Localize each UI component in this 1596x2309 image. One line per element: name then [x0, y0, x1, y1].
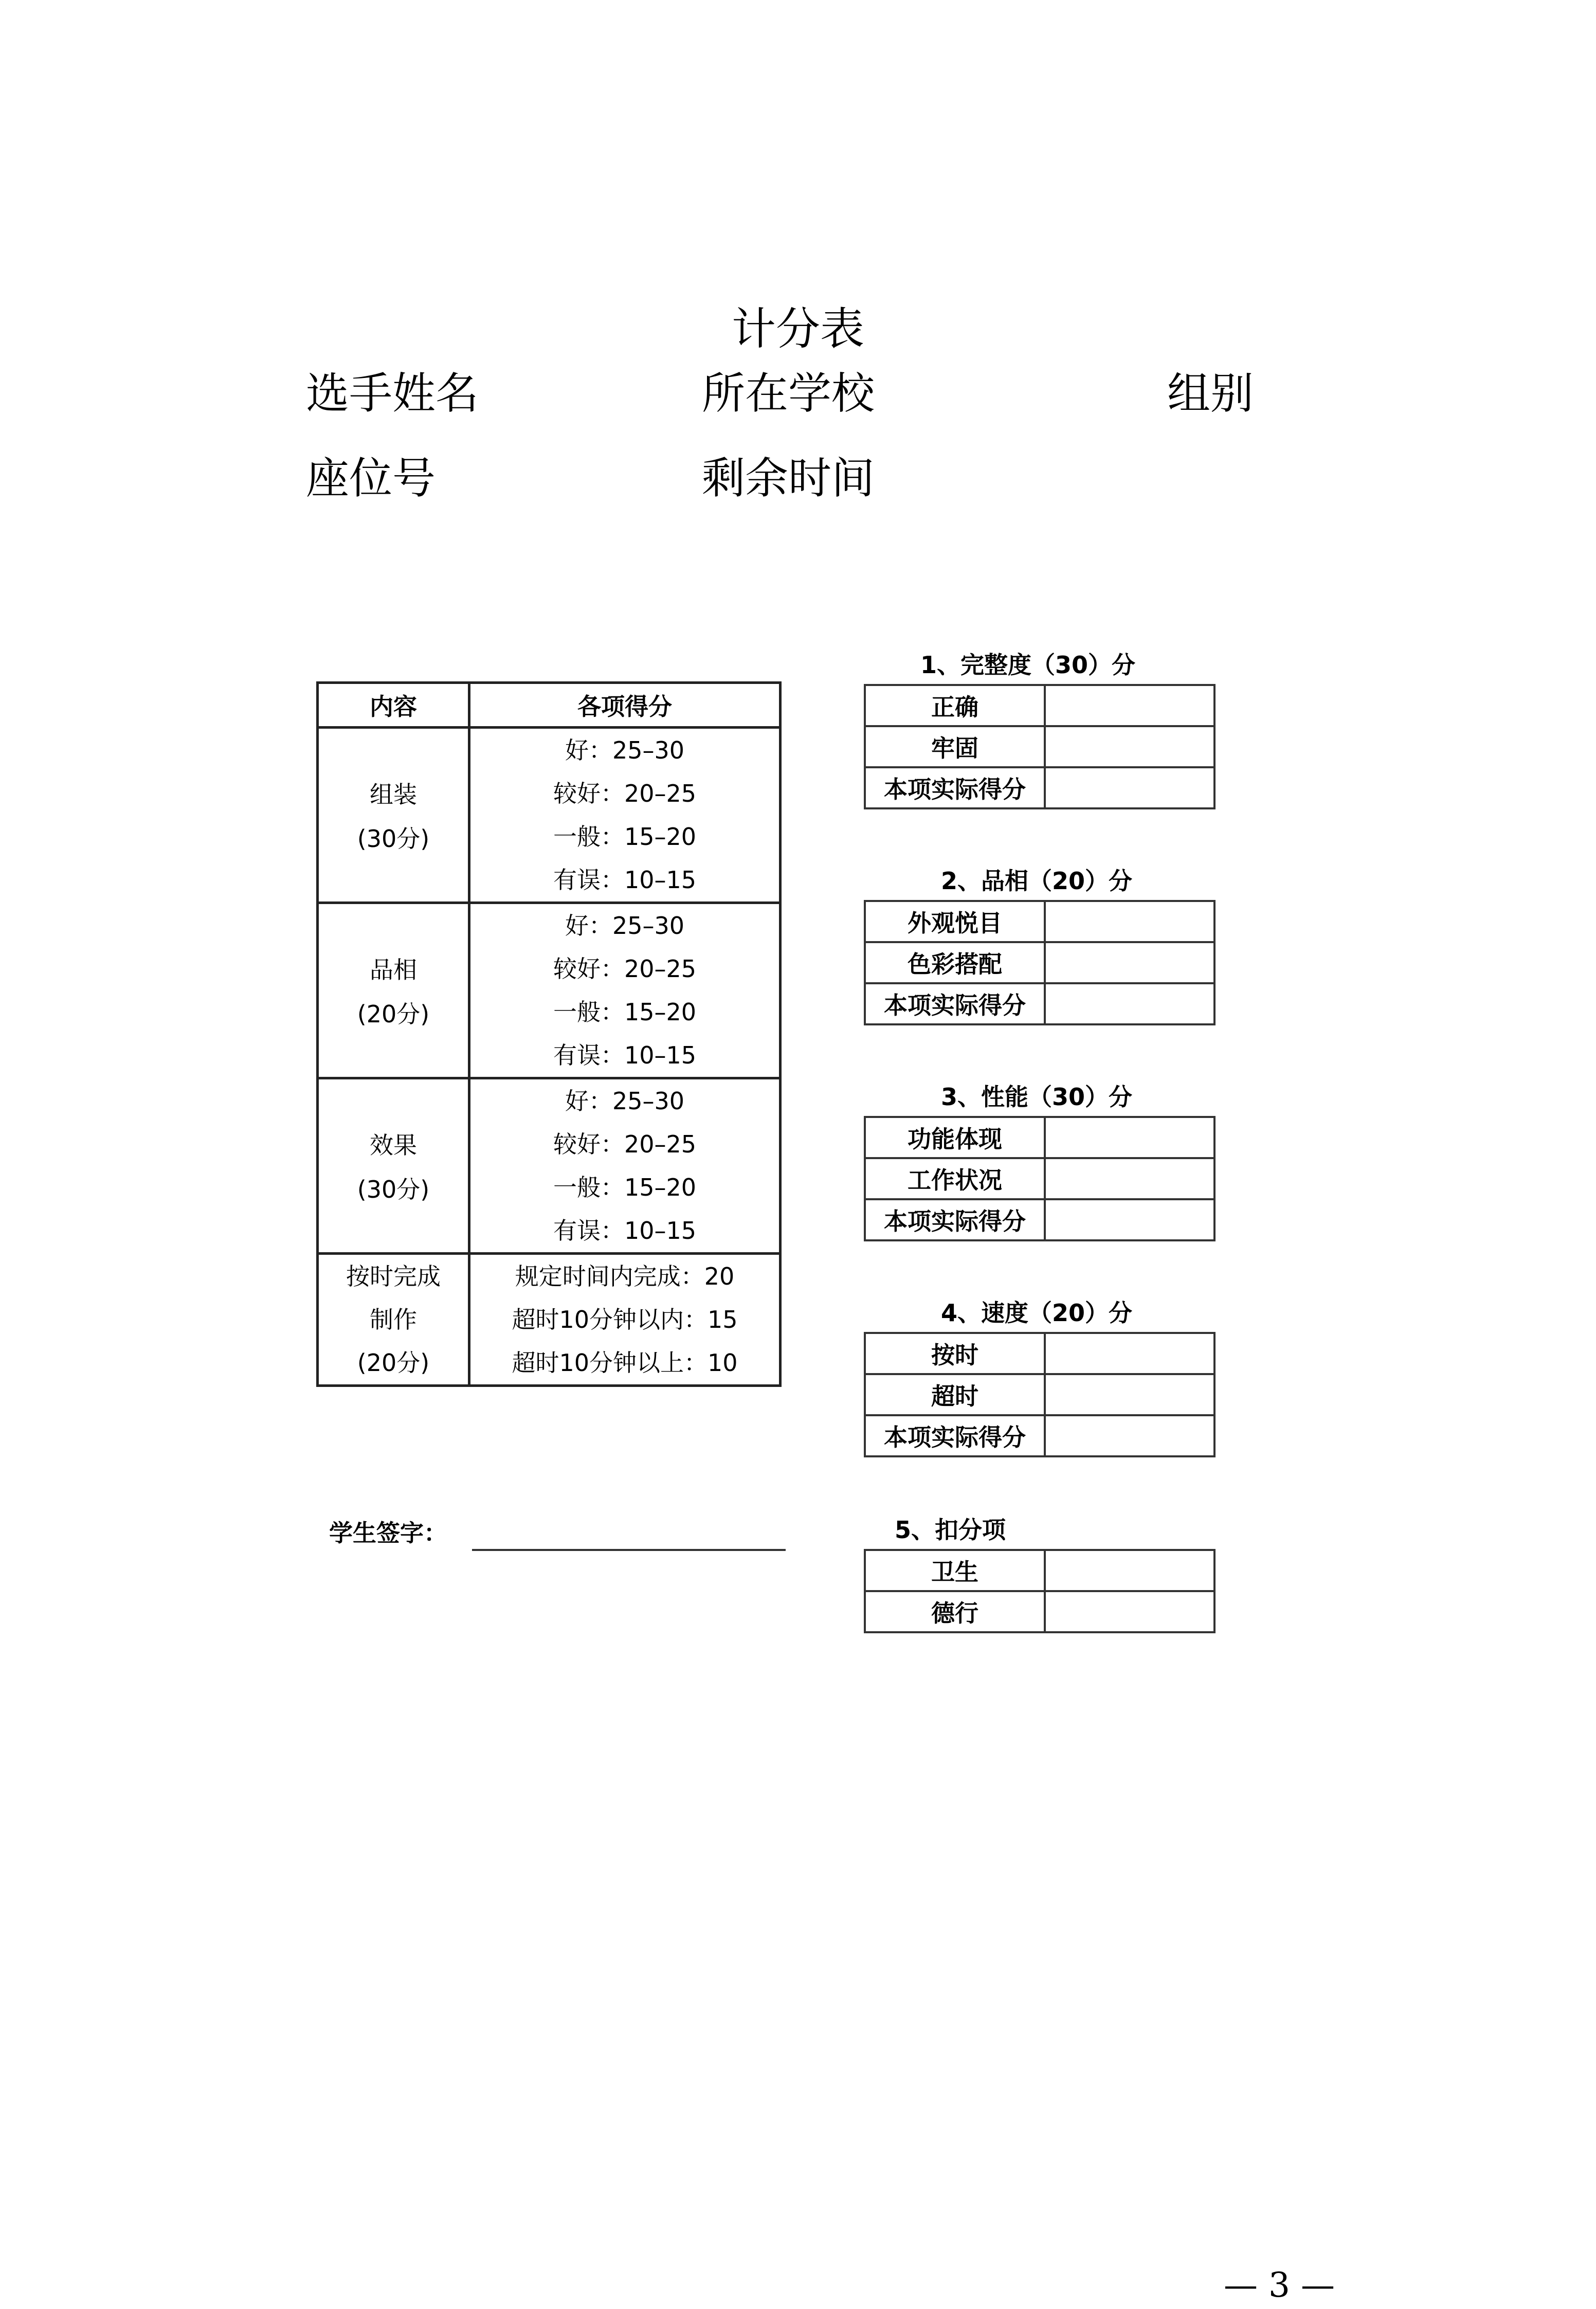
score-row: [865, 1158, 1214, 1199]
rubric-row-effect: [318, 1078, 781, 1254]
score-table-appearance: [864, 900, 1216, 1025]
score-row: [865, 1591, 1214, 1632]
rubric-category-name: 按时完成: [346, 1262, 441, 1290]
rubric-level: 有误：10–15: [553, 1041, 697, 1069]
score-row: [865, 942, 1214, 983]
score-row: [865, 1550, 1214, 1591]
score-label: 本项实际得分: [865, 1199, 1045, 1240]
score-entry-cell[interactable]: [1045, 1158, 1214, 1199]
score-entry-cell[interactable]: [1045, 983, 1214, 1024]
field-school: 所在学校: [702, 368, 875, 419]
section-title-deductions: 5、扣分项: [895, 1516, 1006, 1544]
rubric-row-appearance: [318, 903, 781, 1078]
rubric-category: [318, 1078, 469, 1254]
score-entry-cell[interactable]: [1045, 1374, 1214, 1415]
page-number: — 3 —: [1224, 2265, 1335, 2305]
rubric-level: 好：25–30: [565, 736, 685, 764]
score-entry-cell[interactable]: [1045, 1117, 1214, 1158]
field-group: 组别: [1167, 368, 1254, 419]
score-row: [865, 1199, 1214, 1240]
rubric-level: 有误：10–15: [553, 1217, 697, 1244]
score-row: [865, 1374, 1214, 1415]
score-table-speed: [864, 1332, 1216, 1457]
score-label: 外观悦目: [865, 901, 1045, 942]
score-label: 德行: [865, 1591, 1045, 1632]
rubric-category-points: (20分): [357, 1000, 430, 1028]
score-label: 牢固: [865, 726, 1045, 767]
score-entry-cell[interactable]: [1045, 685, 1214, 726]
rubric-header-scores: 各项得分: [469, 683, 781, 728]
rubric-category-points: (30分): [357, 1176, 430, 1203]
rubric-category: [318, 728, 469, 903]
rubric-level: 一般：15–20: [553, 823, 697, 851]
rubric-level: 超时10分钟以上：10: [512, 1349, 738, 1377]
score-entry-cell[interactable]: [1045, 1591, 1214, 1632]
section-title-performance: 3、性能（30）分: [941, 1083, 1133, 1111]
rubric-levels: [469, 903, 781, 1078]
signature-label: 学生签字：: [329, 1519, 447, 1547]
score-label: 卫生: [865, 1550, 1045, 1591]
score-table-performance: [864, 1116, 1216, 1241]
rubric-category-name: 制作: [370, 1306, 417, 1333]
rubric-level: 较好：20–25: [553, 780, 697, 807]
score-entry-cell[interactable]: [1045, 1415, 1214, 1456]
rubric-levels: [469, 728, 781, 903]
section-title-appearance: 2、品相（20）分: [941, 867, 1133, 895]
rubric-header-content: 内容: [318, 683, 469, 728]
score-label: 功能体现: [865, 1117, 1045, 1158]
score-table-deductions: [864, 1549, 1216, 1633]
rubric-category-name: 组装: [370, 781, 417, 808]
rubric-category: [318, 903, 469, 1078]
section-title-completeness: 1、完整度（30）分: [920, 651, 1136, 679]
score-label: 超时: [865, 1374, 1045, 1415]
rubric-category-points: (30分): [357, 825, 430, 853]
rubric-category-name: 品相: [370, 956, 417, 984]
rubric-level: 规定时间内完成：20: [515, 1262, 735, 1290]
page-title: 计分表: [732, 303, 864, 355]
signature-line[interactable]: [472, 1512, 786, 1551]
field-seat-number: 座位号: [306, 453, 436, 503]
score-row: [865, 1415, 1214, 1456]
rubric-level: 较好：20–25: [553, 1130, 697, 1158]
section-title-speed: 4、速度（20）分: [941, 1299, 1133, 1327]
rubric-levels: [469, 1254, 781, 1386]
score-entry-cell[interactable]: [1045, 1199, 1214, 1240]
score-row: [865, 726, 1214, 767]
field-time-left: 剩余时间: [702, 453, 875, 503]
score-row: [865, 983, 1214, 1024]
rubric-table: [316, 681, 782, 1387]
score-label: 本项实际得分: [865, 1415, 1045, 1456]
rubric-levels: [469, 1078, 781, 1254]
score-entry-cell[interactable]: [1045, 942, 1214, 983]
score-label: 本项实际得分: [865, 767, 1045, 808]
score-label: 色彩搭配: [865, 942, 1045, 983]
score-row: [865, 767, 1214, 808]
score-label: 按时: [865, 1333, 1045, 1374]
field-player-name: 选手姓名: [306, 368, 479, 419]
rubric-level: 较好：20–25: [553, 955, 697, 983]
score-table-completeness: [864, 684, 1216, 809]
score-label: 本项实际得分: [865, 983, 1045, 1024]
score-row: [865, 1117, 1214, 1158]
rubric-header-row: [318, 683, 781, 728]
rubric-level: 好：25–30: [565, 1087, 685, 1115]
rubric-level: 好：25–30: [565, 912, 685, 940]
score-label: 正确: [865, 685, 1045, 726]
rubric-row-assembly: [318, 728, 781, 903]
score-entry-cell[interactable]: [1045, 767, 1214, 808]
rubric-level: 超时10分钟以内：15: [512, 1306, 738, 1333]
rubric-category: [318, 1254, 469, 1386]
score-entry-cell[interactable]: [1045, 726, 1214, 767]
score-row: [865, 685, 1214, 726]
score-entry-cell[interactable]: [1045, 901, 1214, 942]
score-label: 工作状况: [865, 1158, 1045, 1199]
score-row: [865, 901, 1214, 942]
rubric-row-on-time: [318, 1254, 781, 1386]
score-row: [865, 1333, 1214, 1374]
score-entry-cell[interactable]: [1045, 1550, 1214, 1591]
rubric-level: 一般：15–20: [553, 1174, 697, 1201]
rubric-level: 一般：15–20: [553, 998, 697, 1026]
rubric-level: 有误：10–15: [553, 866, 697, 894]
rubric-category-points: (20分): [357, 1349, 430, 1377]
score-entry-cell[interactable]: [1045, 1333, 1214, 1374]
rubric-category-name: 效果: [370, 1131, 417, 1159]
